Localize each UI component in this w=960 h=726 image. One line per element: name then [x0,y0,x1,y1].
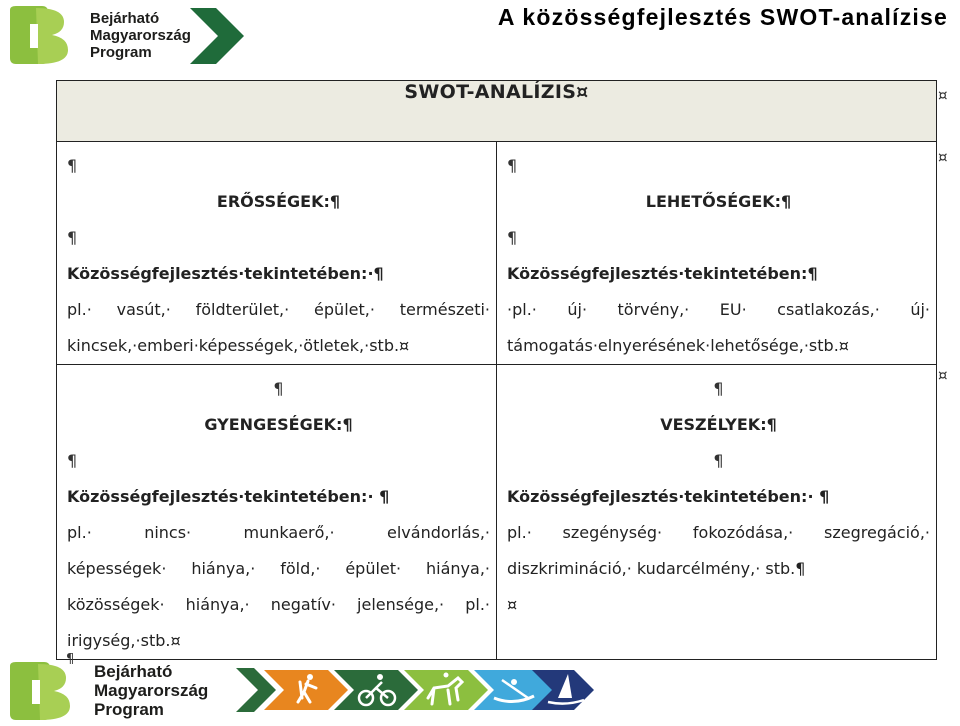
threats-text-line: pl.· szegénység· fokozódása,· szegregáció,· [507,523,930,542]
pilcrow-mark: ¶ [713,451,724,470]
pilcrow-mark: ¶ [67,451,78,470]
opportunities-text-line: ·pl.· új· törvény,· EU· csatlakozás,· új· [507,300,930,319]
logo-line: Program [90,44,152,61]
opportunities-text-line: támogatás·elnyerésének·lehetősége,·stb.¤ [507,336,849,355]
opportunities-subtitle: Közösségfejlesztés·tekintetében:¶ [507,264,818,283]
threats-text-line: diszkrimináció,· kudarcélmény,· stb.¶ [507,559,806,578]
swot-document-scan [56,80,948,651]
logo-line: Program [94,700,164,719]
opportunities-cell [497,142,937,365]
logo-line: Magyarország [94,681,209,700]
footer-program-logo [8,660,260,722]
pilcrow-mark: ¶ [713,379,724,398]
program-logo [8,4,244,66]
pilcrow-mark: ¶ [67,156,78,175]
logo-line: Magyarország [90,27,191,44]
activity-chevrons [236,668,596,712]
strengths-text-line: pl.· vasút,· földterület,· épület,· természeti· [67,300,490,319]
pilcrow-mark: ¶ [507,228,518,247]
strengths-subtitle: Közösségfejlesztés·tekintetében:·¶ [67,264,384,283]
swot-heading-cell [57,81,937,142]
threats-text-line: ¤ [507,595,518,614]
weaknesses-text-line: közösségek· hiánya,· negatív· jelensége,· pl.· [67,595,490,614]
weaknesses-text-line: képességek· hiánya,· föld,· épület· hiánya,· [67,559,490,578]
logo-chevron-icon [186,6,248,66]
threats-subtitle: Közösségfejlesztés·tekintetében:· ¶ [507,487,830,506]
swot-heading: SWOT-ANALÍZIS¤ [404,81,589,103]
strengths-title: ERŐSSÉGEK:¶ [216,192,341,211]
threats-title: VESZÉLYEK:¶ [660,415,777,434]
row-end-mark: ¤ [938,86,948,104]
page-title: A közösségfejlesztés SWOT-analízise [497,4,948,30]
weaknesses-text-line: pl.· nincs· munkaerő,· elvándorlás,· [67,523,490,542]
weaknesses-cell [57,365,497,660]
pilcrow-mark: ¶ [67,228,78,247]
row-end-mark: ¤ [938,366,948,384]
strengths-cell [57,142,497,365]
weaknesses-text-line: irigység,·stb.¤ [67,631,181,650]
logo-line: Bejárható [90,10,160,27]
program-logo-text [90,10,191,61]
threats-cell [497,365,937,660]
hiking-icon [264,670,348,710]
row-end-mark: ¤ [938,148,948,166]
footer-logo-text [94,662,208,719]
pilcrow-mark: ¶ [507,156,518,175]
opportunities-title: LEHETŐSÉGEK:¶ [645,192,792,211]
strengths-text-line: kincsek,·emberi·képességek,·ötletek,·stb.¤ [67,336,410,355]
pilcrow-mark: ¶ [273,379,284,398]
weaknesses-subtitle: Közösségfejlesztés·tekintetében:· ¶ [67,487,390,506]
pilcrow-mark: ¶ [66,652,75,667]
program-logo-mark-icon [8,4,90,66]
footer-logo-mark-icon [8,660,94,722]
logo-line: Bejárható [94,662,173,681]
weaknesses-title: GYENGESÉGEK:¶ [204,415,353,434]
swot-table [56,80,937,660]
